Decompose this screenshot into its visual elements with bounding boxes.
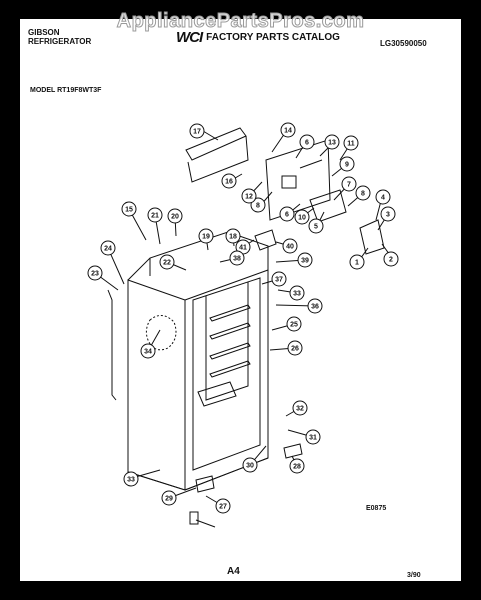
callout-number: 12 [245, 193, 253, 201]
part-callout-25 [287, 317, 301, 331]
top-cover-front [188, 136, 248, 182]
part-callout-33 [290, 286, 304, 300]
part-callout-3 [381, 207, 395, 221]
model-label: MODEL RT19F8WT3F [30, 87, 102, 94]
part-callout-33 [124, 472, 138, 486]
part-callout-29 [162, 491, 176, 505]
callout-number: 36 [311, 303, 319, 311]
callout-number: 14 [284, 127, 292, 135]
part-callout-1 [350, 255, 364, 269]
revision-date: 3/90 [407, 572, 421, 579]
callout-number: 3 [386, 211, 390, 219]
panel-detail [300, 160, 322, 168]
part-callout-31 [306, 430, 320, 444]
part-callout-2 [384, 252, 398, 266]
part-callout-30 [243, 458, 257, 472]
part-callout-24 [101, 241, 115, 255]
evaporator-cover-panel [266, 140, 330, 220]
shelf-support-1 [210, 305, 250, 321]
leveling-leg [190, 512, 198, 524]
part-callout-38 [230, 251, 244, 265]
part-callout-6 [300, 135, 314, 149]
callout-number: 33 [127, 476, 135, 484]
cabinet-side-panel [128, 280, 185, 490]
liner-back [206, 282, 248, 400]
part-callout-18 [226, 229, 240, 243]
hinge-assembly [360, 220, 384, 254]
part-callout-14 [281, 123, 295, 137]
catalog-title: FACTORY PARTS CATALOG [206, 32, 340, 43]
callout-number: 27 [219, 503, 227, 511]
callout-number: 9 [345, 161, 349, 169]
part-callout-28 [290, 459, 304, 473]
part-callout-16 [222, 174, 236, 188]
part-callout-34 [141, 344, 155, 358]
part-callout-7 [342, 177, 356, 191]
callout-number: 32 [296, 405, 304, 413]
part-callout-26 [288, 341, 302, 355]
callout-number: 11 [347, 140, 355, 148]
callout-number: 10 [298, 214, 306, 222]
callout-number: 22 [163, 259, 171, 267]
part-callout-15 [122, 202, 136, 216]
crisper-cover [198, 382, 236, 406]
callout-number: 23 [91, 270, 99, 278]
part-callout-27 [216, 499, 230, 513]
cabinet-top [128, 232, 268, 280]
callout-number: 34 [144, 348, 152, 356]
callout-number: 15 [125, 206, 133, 214]
part-callout-40 [283, 239, 297, 253]
part-callout-32 [293, 401, 307, 415]
callout-number: 19 [202, 233, 210, 241]
part-callout-19 [199, 229, 213, 243]
callout-number: 33 [293, 290, 301, 298]
callout-group [88, 123, 398, 513]
catalog-number: LG30590050 [380, 39, 427, 48]
part-callout-13 [325, 135, 339, 149]
part-callout-11 [344, 136, 358, 150]
callout-number: 4 [381, 194, 385, 202]
callout-number: 25 [290, 321, 298, 329]
bottom-hinge [284, 444, 302, 458]
part-callout-22 [160, 255, 174, 269]
callout-number: 18 [229, 233, 237, 241]
callout-number: 6 [305, 139, 309, 147]
callout-number: 8 [361, 190, 365, 198]
drain-tube [108, 290, 116, 400]
site-watermark: AppliancePartsPros.com [116, 10, 365, 32]
light-socket [255, 230, 276, 250]
callout-number: 7 [347, 181, 351, 189]
part-callout-12 [242, 189, 256, 203]
part-callout-5 [309, 219, 323, 233]
control-bracket [310, 190, 346, 222]
part-callout-20 [168, 209, 182, 223]
callout-number: 31 [309, 434, 317, 442]
callout-number: 5 [314, 223, 318, 231]
part-callout-10 [295, 210, 309, 224]
callout-number: 24 [104, 245, 112, 253]
callout-number: 38 [233, 255, 241, 263]
callout-number: 6 [285, 211, 289, 219]
callout-number: 40 [286, 243, 294, 251]
page-number: A4 [227, 566, 240, 577]
callout-number: 30 [246, 462, 254, 470]
leveling-leg-bracket [196, 476, 214, 492]
brand-line-2: REFRIGERATOR [28, 37, 92, 46]
panel-opening [282, 176, 296, 188]
part-callout-37 [272, 272, 286, 286]
shelf-support-4 [210, 361, 250, 377]
part-callout-36 [308, 299, 322, 313]
part-callout-21 [148, 208, 162, 222]
callout-number: 8 [256, 202, 260, 210]
callout-number: 26 [291, 345, 299, 353]
callout-number: 37 [275, 276, 283, 284]
part-callout-8 [356, 186, 370, 200]
part-callout-17 [190, 124, 204, 138]
callout-number: 13 [328, 139, 336, 147]
callout-number: 20 [171, 213, 179, 221]
callout-number: 21 [151, 212, 159, 220]
callout-number: 1 [355, 259, 359, 267]
callout-number: 17 [193, 128, 201, 136]
part-callout-6 [280, 207, 294, 221]
callout-number: 39 [301, 257, 309, 265]
callout-number: 28 [293, 463, 301, 471]
wci-logo: WCI [176, 29, 203, 46]
part-callout-9 [340, 157, 354, 171]
shelf-support-2 [210, 323, 250, 339]
part-callout-39 [298, 253, 312, 267]
brand-line-1: GIBSON [28, 28, 60, 37]
figure-code: E0875 [366, 505, 387, 512]
part-callout-4 [376, 190, 390, 204]
part-callout-23 [88, 266, 102, 280]
callout-number: 41 [239, 244, 247, 252]
callout-number: 29 [165, 495, 173, 503]
callout-number: 16 [225, 178, 233, 186]
shelf-support-3 [210, 343, 250, 359]
callout-number: 2 [389, 256, 393, 264]
inner-liner [193, 278, 260, 470]
